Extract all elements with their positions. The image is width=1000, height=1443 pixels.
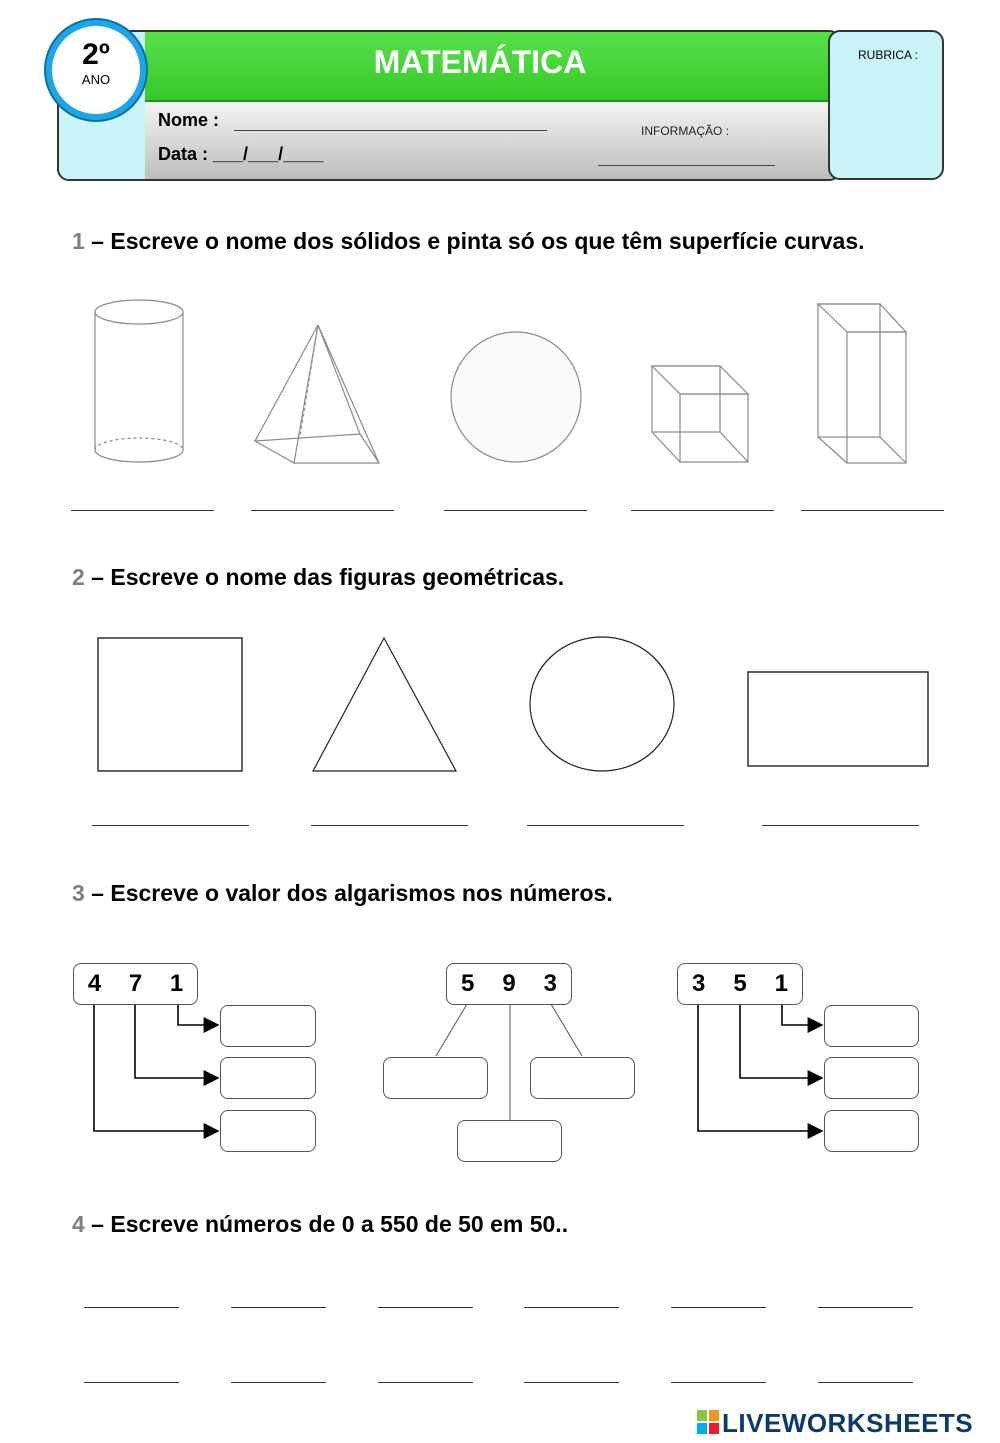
sequence-line-6[interactable] bbox=[818, 1307, 913, 1308]
value-box-1-hundreds[interactable] bbox=[220, 1110, 316, 1152]
sequence-line-3[interactable] bbox=[378, 1307, 473, 1308]
digit-3-3: 1 bbox=[774, 970, 788, 997]
digit-2-2: 9 bbox=[502, 970, 516, 997]
question-4-text: – Escreve números de 0 a 550 de 50 em 50.. bbox=[84, 1211, 569, 1237]
digit-2-1: 5 bbox=[460, 970, 475, 997]
info-label: INFORMAÇÃO : bbox=[641, 124, 730, 138]
sequence-line-4[interactable] bbox=[524, 1307, 619, 1308]
cylinder-shape[interactable] bbox=[95, 300, 183, 462]
number-box-1 bbox=[73, 963, 198, 1005]
value-box-3-tens[interactable] bbox=[824, 1057, 919, 1099]
question-2-number: 2 bbox=[72, 564, 85, 590]
sequence-line-11[interactable] bbox=[671, 1382, 766, 1383]
value-box-3-hundreds[interactable] bbox=[824, 1110, 919, 1152]
sequence-line-1[interactable] bbox=[84, 1307, 179, 1308]
sequence-line-9[interactable] bbox=[378, 1382, 473, 1383]
answer-line-solid-5[interactable] bbox=[801, 510, 944, 511]
grade-badge bbox=[46, 20, 146, 120]
square-figure[interactable] bbox=[98, 638, 242, 771]
rubrica-box[interactable] bbox=[828, 30, 944, 180]
value-box-2-units[interactable] bbox=[530, 1057, 635, 1099]
question-3-number: 3 bbox=[72, 880, 85, 906]
figures-illustrations bbox=[0, 630, 1000, 790]
digit-1-2: 7 bbox=[128, 970, 143, 997]
grade-sub: ANO bbox=[81, 72, 111, 87]
number-box-2 bbox=[446, 963, 572, 1005]
rubrica-label: RUBRICA : bbox=[858, 48, 919, 62]
cube-shape[interactable] bbox=[652, 366, 748, 462]
page-title: MATEMÁTICA bbox=[373, 44, 587, 80]
rectangle-figure[interactable] bbox=[748, 672, 928, 766]
question-4-number: 4 bbox=[72, 1211, 85, 1237]
answer-line-figure-2[interactable] bbox=[311, 825, 468, 826]
answer-line-solid-1[interactable] bbox=[71, 510, 214, 511]
digit-1-3: 1 bbox=[169, 970, 184, 997]
question-3-text: – Escreve o valor dos algarismos nos números. bbox=[84, 880, 613, 906]
rectangular-prism-shape[interactable] bbox=[818, 304, 906, 463]
date-label: Data : ___/___/____ bbox=[158, 144, 324, 164]
sequence-line-5[interactable] bbox=[671, 1307, 766, 1308]
answer-line-solid-4[interactable] bbox=[631, 510, 774, 511]
sequence-line-10[interactable] bbox=[524, 1382, 619, 1383]
sequence-line-2[interactable] bbox=[231, 1307, 326, 1308]
pyramid-shape[interactable] bbox=[255, 325, 379, 463]
question-3 bbox=[72, 880, 613, 907]
liveworksheets-icon bbox=[697, 1410, 719, 1434]
question-2-text: – Escreve o nome das figuras geométricas. bbox=[84, 564, 565, 590]
value-box-1-tens[interactable] bbox=[220, 1057, 316, 1099]
question-1-text: – Escreve o nome dos sólidos e pinta só os que têm superfície curvas. bbox=[84, 228, 865, 254]
sphere-shape[interactable] bbox=[451, 332, 581, 462]
value-box-1-units[interactable] bbox=[220, 1005, 316, 1047]
sequence-line-8[interactable] bbox=[231, 1382, 326, 1383]
value-box-2-tens[interactable] bbox=[457, 1120, 562, 1162]
liveworksheets-logo[interactable]: LIVEWORKSHEETS bbox=[722, 1408, 974, 1438]
question-4 bbox=[72, 1211, 568, 1238]
question-1 bbox=[72, 228, 865, 255]
question-2 bbox=[72, 564, 564, 591]
answer-line-solid-3[interactable] bbox=[444, 510, 587, 511]
answer-line-figure-4[interactable] bbox=[762, 825, 919, 826]
name-label: Nome : bbox=[158, 110, 220, 130]
sequence-line-7[interactable] bbox=[84, 1382, 179, 1383]
sequence-line-12[interactable] bbox=[818, 1382, 913, 1383]
value-box-2-hundreds[interactable] bbox=[383, 1057, 488, 1099]
answer-line-figure-3[interactable] bbox=[527, 825, 684, 826]
digit-3-1: 3 bbox=[691, 970, 706, 997]
digit-2-3: 3 bbox=[543, 970, 557, 997]
answer-line-solid-2[interactable] bbox=[251, 510, 394, 511]
question-1-number: 1 bbox=[72, 228, 85, 254]
value-box-3-units[interactable] bbox=[824, 1005, 919, 1047]
answer-line-figure-1[interactable] bbox=[92, 825, 249, 826]
circle-figure[interactable] bbox=[530, 637, 674, 771]
digit-1-1: 4 bbox=[87, 970, 102, 997]
header-info-bar bbox=[145, 102, 839, 179]
digit-3-2: 5 bbox=[733, 970, 747, 997]
triangle-figure[interactable] bbox=[313, 638, 456, 771]
grade-number: 2º bbox=[82, 38, 110, 71]
number-box-3 bbox=[677, 963, 803, 1005]
info-field[interactable] bbox=[598, 165, 775, 166]
name-field[interactable] bbox=[234, 130, 547, 131]
solids-illustrations bbox=[0, 290, 1000, 490]
